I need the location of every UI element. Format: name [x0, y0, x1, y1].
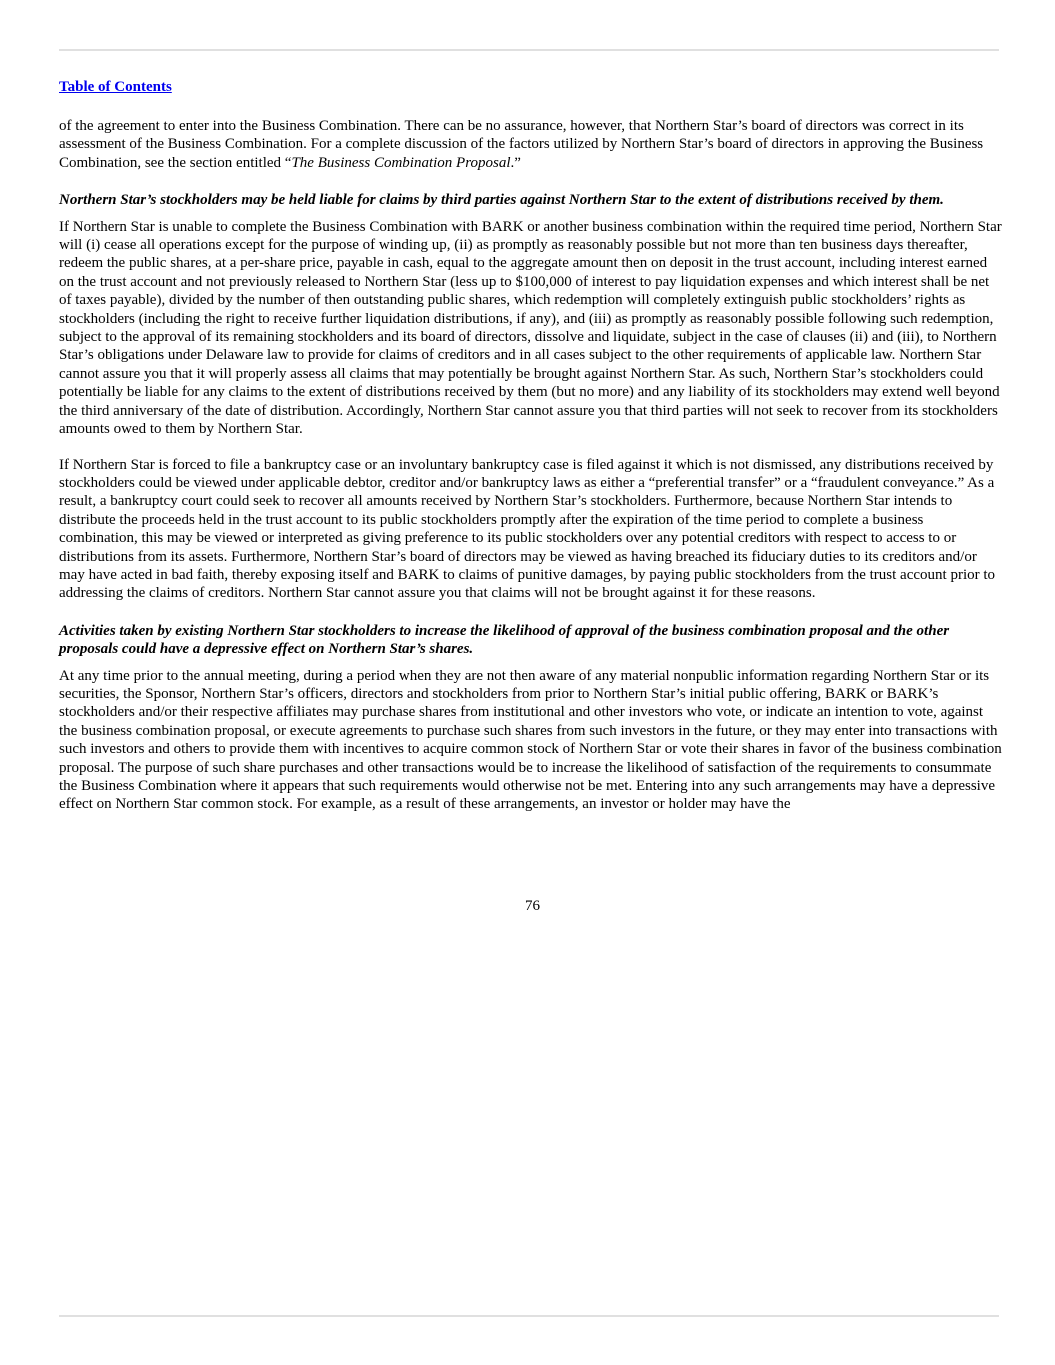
- bottom-divider: [59, 1315, 999, 1317]
- paragraph-liquidation: If Northern Star is unable to complete the Business Combination with BARK or another business combination within the required time period, Northern Star will (i) cease all operations except for the purpose of winding up, (ii) as promptly as reasonably possible but not more than ten business days thereafter, redeem the public shares, at a per-share price, payable in cash, equal to the aggregate amount then on deposit in the trust account, including interest earned on the trust account and not previously released to Northern Star (less up to $100,000 of interest to pay liquidation expenses and which interest shall be net of taxes payable), divided by the number of then outstanding public shares, which redemption will completely extinguish public stockholders’ rights as stockholders (including the right to receive further liquidation distributions, if any), and (iii) as promptly as reasonably possible following such redemption, subject to the approval of its remaining stockholders and its board of directors, dissolve and liquidate, subject in the case of clauses (ii) and (iii), to Northern Star’s obligations under Delaware law to provide for claims of creditors and in all cases subject to the other requirements of applicable law. Northern Star cannot assure you that it will properly assess all claims that may potentially be brought against Northern Star. As such, Northern Star’s stockholders could potentially be liable for any claims to the extent of distributions received by them (but no more) and any liability of its stockholders may extend well beyond the third anniversary of the date of distribution. Accordingly, Northern Star cannot assure you that third parties will not seek to recover from its stockholders amounts owed to them by Northern Star.: [59, 218, 1002, 438]
- risk-heading-depressive-effect: Activities taken by existing Northern Star stockholders to increase the likelihood of approval of the business combination proposal and the other proposals could have a depressive effect on Northern Star’s shares.: [59, 622, 950, 658]
- document-body: [59, 77, 1004, 814]
- risk-heading-liability: Northern Star’s stockholders may be held liable for claims by third parties against Northern Star to the extent of distributions received by them.: [59, 192, 944, 209]
- intro-paragraph: [59, 117, 1004, 172]
- paragraph-bankruptcy: If Northern Star is forced to file a bankruptcy case or an involuntary bankruptcy case is filed against it which is not dismissed, any distributions received by stockholders could be viewed under applicable debtor, creditor and/or bankruptcy laws as either a “preferential transfer” or a “fraudulent conveyance.” As a result, a bankruptcy court could seek to recover all amounts received by Northern Star’s stockholders. Furthermore, because Northern Star intends to distribute the proceeds held in the trust account to its public stockholders promptly after the expiration of the time period to complete a business combination, this may be viewed or interpreted as giving preference to its public stockholders over any potential creditors with respect to access to or distributions from its assets. Furthermore, Northern Star’s board of directors may be viewed as having breached its fiduciary duties to its creditors and/or may have acted in bad faith, thereby exposing itself and BARK to claims of punitive damages, by paying public stockholders from the trust account prior to addressing the claims of creditors. Northern Star cannot assure you that claims will not be brought against it for these reasons.: [59, 456, 996, 602]
- paragraph-share-purchases: At any time prior to the annual meeting, during a period when they are not then aware of any material nonpublic information regarding Northern Star or its securities, the Sponsor, Northern Star’s officers, directors and stockholders from prior to Northern Star’s initial public offering, BARK or BARK’s stockholders and/or their respective affiliates may purchase shares from institutional and other investors who vote, or indicate an intention to vote, against the business combination proposal, or execute agreements to purchase such shares from such investors in the future, or they may enter into transactions with such investors and others to provide them with incentives to acquire common stock of Northern Star or vote their shares in favor of the business combination proposal. The purpose of such share purchases and other transactions would be to increase the likelihood of satisfaction of the requirements to consummate the Business Combination where it appears that such requirements would otherwise not be met. Entering into any such arrangements may have a depressive effect on Northern Star common stock. For example, as a result of these arrangements, an investor or holder may have the: [59, 667, 1002, 813]
- table-of-contents-link[interactable]: Table of Contents: [59, 79, 172, 95]
- top-divider: [59, 49, 999, 51]
- intro-text-after: .”: [510, 154, 521, 171]
- page-number: 76: [525, 898, 540, 914]
- intro-text-before: of the agreement to enter into the Business Combination. There can be no assurance, however, that Northern Star’s board of directors was correct in its assessment of the Business Combination. For a complete discussion of the factors utilized by Northern Star’s board of directors in approving the Business Combination, see the section entitled “: [59, 118, 984, 171]
- intro-section-title: The Business Combination Proposal: [291, 154, 511, 171]
